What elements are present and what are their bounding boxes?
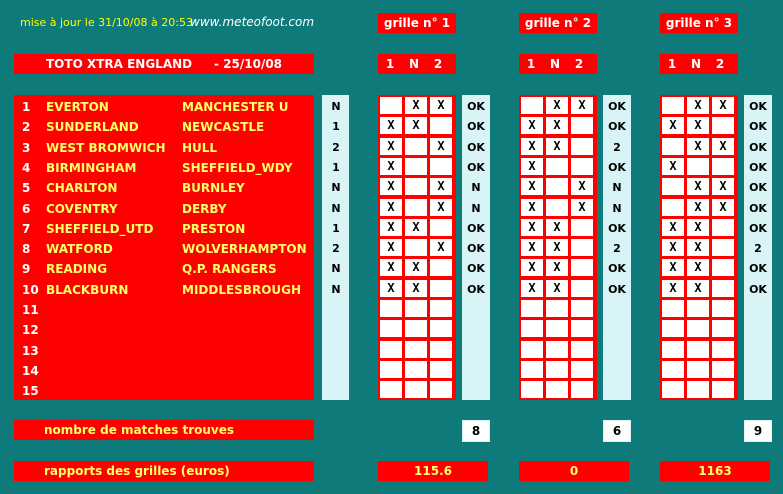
pick-cell[interactable] <box>430 259 452 276</box>
match-row <box>14 158 314 178</box>
pick-cell[interactable] <box>546 341 568 358</box>
page-title: TOTO XTRA ENGLAND <box>46 57 193 71</box>
label-n: N <box>549 57 561 71</box>
pick-cell[interactable] <box>405 341 427 358</box>
pick-cell[interactable]: X <box>662 117 684 134</box>
pick-cell[interactable] <box>712 219 734 236</box>
status-value: OK <box>749 120 767 134</box>
grid-title: grille n° 1 <box>378 13 456 33</box>
pick-cell[interactable]: X <box>521 138 543 155</box>
pick-cell[interactable] <box>405 320 427 337</box>
away-team: MIDDLESBROUGH <box>182 282 302 297</box>
label-1: 1 <box>667 57 677 71</box>
pick-cell[interactable]: X <box>430 199 452 216</box>
pick-cell[interactable] <box>405 381 427 398</box>
pick-cell[interactable] <box>662 178 684 195</box>
status-value: 2 <box>613 242 621 256</box>
match-result: N <box>331 181 341 195</box>
pick-cell[interactable] <box>521 381 543 398</box>
label-1: 1 <box>385 57 395 71</box>
pick-cell[interactable] <box>546 300 568 317</box>
match-row <box>14 239 314 259</box>
away-team: WOLVERHAMPTON <box>182 242 307 257</box>
pick-cell[interactable]: X <box>380 178 402 195</box>
label-2: 2 <box>715 57 725 71</box>
label-n: N <box>408 57 420 71</box>
pick-cell[interactable] <box>662 341 684 358</box>
rapport-label: rapports des grilles (euros) <box>14 461 314 481</box>
pick-cell[interactable] <box>662 300 684 317</box>
pick-cell[interactable]: X <box>430 239 452 256</box>
pick-cell[interactable]: X <box>687 259 709 276</box>
match-row <box>14 178 314 198</box>
pick-cell[interactable] <box>712 361 734 378</box>
status-value: OK <box>467 100 485 113</box>
grid-rapport: 1163 <box>660 461 770 481</box>
grid-col-labels <box>378 54 456 74</box>
home-team: BIRMINGHAM <box>46 160 137 175</box>
pick-cell[interactable]: X <box>405 117 427 134</box>
pick-cell[interactable]: X <box>380 239 402 256</box>
pick-cell[interactable] <box>687 361 709 378</box>
label-1: 1 <box>526 57 536 71</box>
title-bar <box>14 54 314 74</box>
pick-cell[interactable] <box>571 158 593 175</box>
site-link[interactable]: www.meteofoot.com <box>190 15 315 29</box>
status-value: OK <box>467 242 485 256</box>
pick-cell[interactable] <box>521 300 543 317</box>
status-column <box>603 95 631 400</box>
pick-grid <box>660 95 738 400</box>
status-column <box>462 95 490 400</box>
pick-cell[interactable]: X <box>546 239 568 256</box>
home-team: SUNDERLAND <box>46 120 139 135</box>
match-row <box>14 320 314 340</box>
pick-cell[interactable] <box>430 117 452 134</box>
home-team: SHEFFIELD_UTD <box>46 221 154 236</box>
pick-cell[interactable] <box>380 320 402 337</box>
pick-cell[interactable]: X <box>687 199 709 216</box>
pick-cell[interactable]: X <box>687 219 709 236</box>
pick-cell[interactable] <box>430 219 452 236</box>
pick-cell[interactable]: X <box>571 199 593 216</box>
match-row <box>14 381 314 401</box>
home-team: WEST BROMWICH <box>46 140 166 155</box>
pick-cell[interactable] <box>712 320 734 337</box>
status-value: 2 <box>754 242 762 256</box>
match-result: 2 <box>332 140 340 154</box>
pick-cell[interactable] <box>712 381 734 398</box>
match-row <box>14 199 314 219</box>
pick-cell[interactable]: X <box>687 138 709 155</box>
status-value: OK <box>467 282 485 296</box>
match-result: 1 <box>332 160 340 174</box>
pick-cell[interactable] <box>687 158 709 175</box>
pick-cell[interactable]: X <box>405 280 427 297</box>
home-team: CHARLTON <box>46 181 118 196</box>
match-list <box>14 95 314 400</box>
pick-cell[interactable]: X <box>380 158 402 175</box>
pick-cell[interactable] <box>430 280 452 297</box>
status-value: OK <box>608 120 626 134</box>
away-team: Q.P. RANGERS <box>182 262 277 277</box>
pick-cell[interactable] <box>430 341 452 358</box>
pick-cell[interactable]: X <box>380 219 402 236</box>
pick-cell[interactable] <box>380 381 402 398</box>
pick-cell[interactable]: X <box>687 280 709 297</box>
match-number: 4 <box>22 160 31 175</box>
pick-cell[interactable] <box>521 361 543 378</box>
pick-cell[interactable]: X <box>712 97 734 114</box>
status-value: OK <box>749 100 767 113</box>
pick-cell[interactable] <box>546 381 568 398</box>
match-result: N <box>331 262 341 276</box>
pick-cell[interactable]: X <box>405 259 427 276</box>
match-number: 6 <box>22 201 31 216</box>
pick-cell[interactable] <box>405 138 427 155</box>
pick-cell[interactable] <box>571 138 593 155</box>
pick-cell[interactable]: X <box>546 259 568 276</box>
match-number: 10 <box>22 282 39 297</box>
status-value: OK <box>608 262 626 276</box>
status-value: OK <box>749 221 767 235</box>
status-value: N <box>612 181 622 195</box>
match-row <box>14 259 314 279</box>
match-result: 1 <box>332 120 340 134</box>
pick-cell[interactable]: X <box>380 280 402 297</box>
pick-cell[interactable]: X <box>430 138 452 155</box>
home-team: COVENTRY <box>46 201 118 216</box>
match-number: 13 <box>22 343 39 358</box>
pick-cell[interactable] <box>405 178 427 195</box>
away-team: HULL <box>182 140 218 155</box>
pick-cell[interactable] <box>712 117 734 134</box>
pick-grid <box>519 95 597 400</box>
match-row <box>14 117 314 137</box>
match-number: 12 <box>22 323 39 338</box>
label-n: N <box>690 57 702 71</box>
pick-cell[interactable] <box>571 239 593 256</box>
away-team: BURNLEY <box>182 181 245 196</box>
status-value: OK <box>749 181 767 195</box>
pick-cell[interactable] <box>380 341 402 358</box>
match-row <box>14 341 314 361</box>
grid-rapport: 115.6 <box>378 461 488 481</box>
match-result: N <box>331 282 341 296</box>
pick-cell[interactable]: X <box>380 259 402 276</box>
match-number: 5 <box>22 181 31 196</box>
pick-cell[interactable] <box>430 381 452 398</box>
pick-cell[interactable] <box>380 300 402 317</box>
match-number: 7 <box>22 221 31 236</box>
grid-col-labels <box>660 54 738 74</box>
pick-cell[interactable] <box>687 381 709 398</box>
pick-cell[interactable] <box>405 239 427 256</box>
pick-cell[interactable]: X <box>662 239 684 256</box>
match-row <box>14 280 314 300</box>
pick-cell[interactable] <box>571 341 593 358</box>
match-count: 9 <box>744 420 772 442</box>
home-team: BLACKBURN <box>46 282 129 297</box>
match-number: 14 <box>22 363 39 378</box>
pick-cell[interactable] <box>571 381 593 398</box>
pick-cell[interactable]: X <box>380 199 402 216</box>
pick-cell[interactable]: X <box>521 219 543 236</box>
pick-cell[interactable] <box>687 341 709 358</box>
pick-cell[interactable] <box>571 280 593 297</box>
pick-cell[interactable]: X <box>405 219 427 236</box>
status-value: OK <box>467 120 485 134</box>
pick-cell[interactable] <box>380 361 402 378</box>
pick-cell[interactable] <box>546 320 568 337</box>
pick-cell[interactable]: X <box>521 239 543 256</box>
pick-cell[interactable] <box>405 199 427 216</box>
update-timestamp: mise à jour le 31/10/08 à 20:53 <box>20 16 193 29</box>
pick-grid <box>378 95 456 400</box>
match-row <box>14 138 314 158</box>
status-value: OK <box>608 100 626 113</box>
match-number: 2 <box>22 120 31 135</box>
status-value: OK <box>749 160 767 174</box>
pick-cell[interactable] <box>662 320 684 337</box>
pick-cell[interactable] <box>521 320 543 337</box>
pick-cell[interactable] <box>380 97 402 114</box>
pick-cell[interactable] <box>571 300 593 317</box>
match-row <box>14 300 314 320</box>
pick-cell[interactable] <box>712 259 734 276</box>
pick-cell[interactable] <box>430 361 452 378</box>
match-count: 6 <box>603 420 631 442</box>
pick-cell[interactable] <box>662 361 684 378</box>
match-result: N <box>331 201 341 215</box>
pick-cell[interactable] <box>662 381 684 398</box>
pick-cell[interactable] <box>571 361 593 378</box>
pick-cell[interactable] <box>546 178 568 195</box>
pick-cell[interactable]: X <box>546 117 568 134</box>
match-result: N <box>331 100 341 113</box>
match-row <box>14 97 314 117</box>
status-value: 2 <box>613 140 621 154</box>
match-number: 11 <box>22 303 39 317</box>
pick-cell[interactable] <box>571 117 593 134</box>
pick-cell[interactable] <box>405 300 427 317</box>
grid-col-labels <box>519 54 597 74</box>
pick-cell[interactable] <box>712 158 734 175</box>
away-team: DERBY <box>182 201 227 216</box>
pick-cell[interactable]: X <box>521 259 543 276</box>
label-2: 2 <box>574 57 584 71</box>
match-number: 9 <box>22 262 31 277</box>
status-column <box>744 95 772 400</box>
page-date: - 25/10/08 <box>214 57 283 71</box>
pick-cell[interactable] <box>405 158 427 175</box>
home-team: WATFORD <box>46 242 113 257</box>
pick-cell[interactable]: X <box>662 158 684 175</box>
pick-cell[interactable] <box>712 239 734 256</box>
pick-cell[interactable]: X <box>712 199 734 216</box>
pick-cell[interactable] <box>571 259 593 276</box>
pick-cell[interactable] <box>546 361 568 378</box>
pick-cell[interactable]: X <box>546 219 568 236</box>
status-value: OK <box>608 282 626 296</box>
pick-cell[interactable] <box>571 219 593 236</box>
pick-cell[interactable]: X <box>546 280 568 297</box>
pick-cell[interactable] <box>662 97 684 114</box>
pick-cell[interactable]: X <box>712 178 734 195</box>
match-row <box>14 361 314 381</box>
pick-cell[interactable] <box>571 320 593 337</box>
pick-cell[interactable]: X <box>521 178 543 195</box>
pick-cell[interactable]: X <box>712 138 734 155</box>
status-value: OK <box>749 140 767 154</box>
pick-cell[interactable] <box>662 199 684 216</box>
status-value: OK <box>467 160 485 174</box>
status-value: N <box>612 201 622 215</box>
result-column <box>322 95 349 400</box>
status-value: OK <box>608 160 626 174</box>
pick-cell[interactable] <box>405 361 427 378</box>
grid-title: grille n° 2 <box>519 13 597 33</box>
count-label: nombre de matches trouves <box>14 420 314 440</box>
status-value: N <box>471 181 481 195</box>
match-count: 8 <box>462 420 490 442</box>
grid-title: grille n° 3 <box>660 13 738 33</box>
pick-cell[interactable]: X <box>380 117 402 134</box>
label-2: 2 <box>433 57 443 71</box>
status-value: OK <box>749 282 767 296</box>
match-number: 3 <box>22 140 31 155</box>
pick-cell[interactable]: X <box>405 97 427 114</box>
pick-cell[interactable]: X <box>662 259 684 276</box>
status-value: N <box>471 201 481 215</box>
pick-cell[interactable] <box>712 280 734 297</box>
home-team: READING <box>46 262 108 277</box>
pick-cell[interactable]: X <box>662 219 684 236</box>
pick-cell[interactable]: X <box>521 199 543 216</box>
pick-cell[interactable]: X <box>521 158 543 175</box>
grid-rapport: 0 <box>519 461 629 481</box>
match-number: 8 <box>22 242 31 257</box>
away-team: MANCHESTER U <box>182 100 289 114</box>
pick-cell[interactable] <box>712 300 734 317</box>
status-value: OK <box>608 221 626 235</box>
pick-cell[interactable] <box>521 97 543 114</box>
status-value: OK <box>749 262 767 276</box>
match-result: 1 <box>332 221 340 235</box>
pick-cell[interactable]: X <box>662 280 684 297</box>
pick-cell[interactable]: X <box>571 178 593 195</box>
pick-cell[interactable]: X <box>571 97 593 114</box>
pick-cell[interactable]: X <box>687 117 709 134</box>
pick-cell[interactable]: X <box>687 239 709 256</box>
pick-cell[interactable] <box>662 138 684 155</box>
status-value: OK <box>467 140 485 154</box>
pick-cell[interactable]: X <box>687 97 709 114</box>
pick-cell[interactable]: X <box>430 97 452 114</box>
pick-cell[interactable]: X <box>687 178 709 195</box>
pick-cell[interactable] <box>687 320 709 337</box>
pick-cell[interactable] <box>712 341 734 358</box>
pick-cell[interactable]: X <box>430 178 452 195</box>
away-team: SHEFFIELD_WDY <box>182 160 293 175</box>
away-team: NEWCASTLE <box>182 120 265 135</box>
pick-cell[interactable]: X <box>521 280 543 297</box>
pick-cell[interactable] <box>546 158 568 175</box>
pick-cell[interactable] <box>546 199 568 216</box>
match-number: 15 <box>22 384 39 399</box>
match-row <box>14 219 314 239</box>
pick-cell[interactable]: X <box>521 117 543 134</box>
status-value: OK <box>467 262 485 276</box>
pick-cell[interactable]: X <box>546 138 568 155</box>
match-result: 2 <box>332 242 340 256</box>
match-number: 1 <box>22 100 31 114</box>
pick-cell[interactable]: X <box>546 97 568 114</box>
status-value: OK <box>467 221 485 235</box>
pick-cell[interactable] <box>521 341 543 358</box>
pick-cell[interactable] <box>430 158 452 175</box>
home-team: EVERTON <box>46 100 109 114</box>
pick-cell[interactable]: X <box>380 138 402 155</box>
pick-cell[interactable] <box>430 320 452 337</box>
pick-cell[interactable] <box>687 300 709 317</box>
pick-cell[interactable] <box>430 300 452 317</box>
status-value: OK <box>749 201 767 215</box>
away-team: PRESTON <box>182 221 246 236</box>
